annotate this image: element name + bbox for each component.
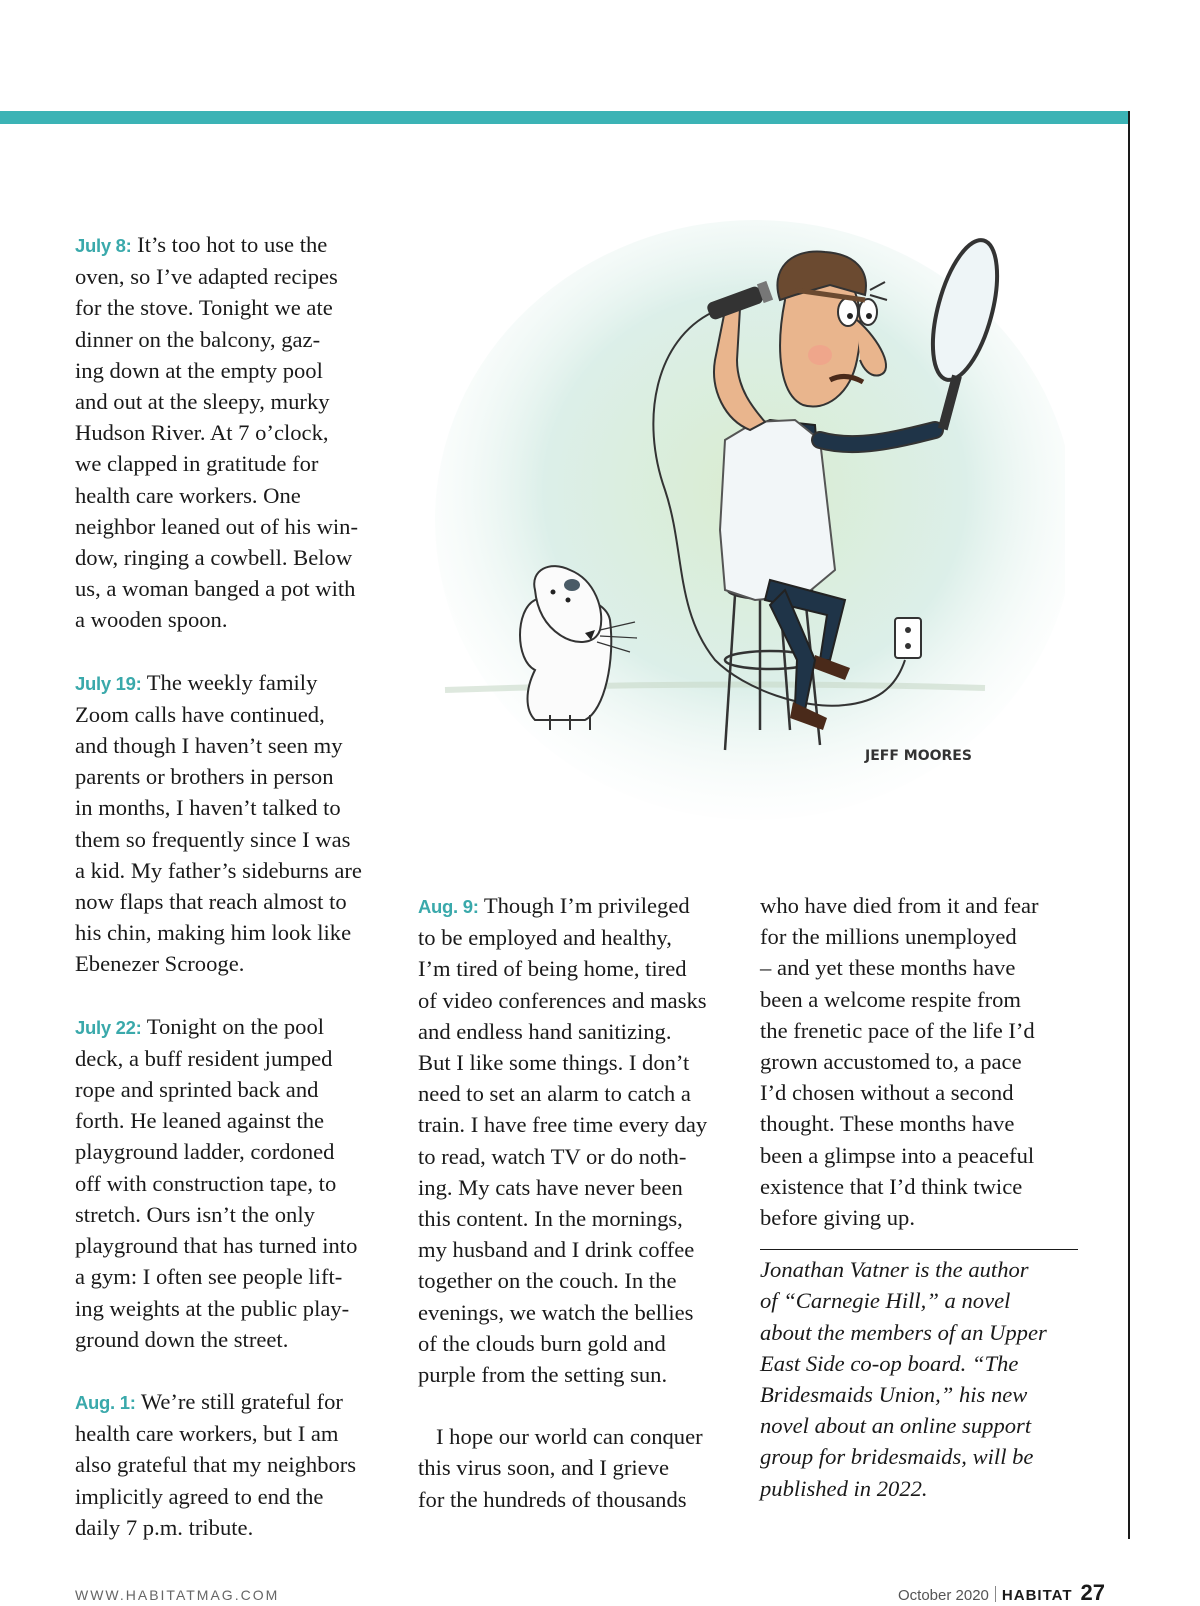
bio-line: novel about an online support: [760, 1413, 1032, 1439]
line-text: this content. In the mornings,: [418, 1206, 683, 1232]
line-text: Zoom calls have continued,: [75, 701, 325, 727]
text-line: [418, 1265, 738, 1296]
line-text: oven, so I’ve adapted recipes: [75, 264, 338, 290]
text-line: [418, 953, 738, 984]
text-line: [75, 1136, 405, 1167]
line-text: now flaps that reach almost to: [75, 889, 347, 915]
line-text: playground ladder, cordoned: [75, 1139, 335, 1165]
column-1: [75, 229, 405, 1543]
text-line: [75, 355, 405, 386]
paragraph-date-lead: Aug. 9:: [418, 896, 479, 917]
bio-line: Bridesmaids Union,” his new: [760, 1382, 1028, 1408]
line-text: grown accustomed to, a pace: [760, 1049, 1022, 1075]
text-line: [418, 1328, 738, 1359]
line-text: ing weights at the public play-: [75, 1295, 350, 1321]
line-text: train. I have free time every day: [418, 1112, 708, 1138]
text-line: [760, 890, 1090, 921]
paragraph: [760, 890, 1090, 1233]
line-text: need to set an alarm to catch a: [418, 1081, 691, 1107]
text-line: [75, 1011, 405, 1043]
paragraph-date-lead: July 22:: [75, 1016, 142, 1038]
text-line: [75, 948, 405, 979]
text-line: [760, 1015, 1090, 1046]
text-line: [75, 417, 405, 448]
header-accent-bar: [0, 111, 1130, 124]
paragraph-date-lead: July 19:: [75, 672, 142, 694]
line-text: and though I haven’t seen my: [75, 733, 343, 759]
text-line: [75, 917, 405, 948]
line-text: ground down the street.: [75, 1326, 289, 1352]
column-2: [418, 890, 738, 1515]
text-line: [760, 1202, 1090, 1233]
text-line: [75, 604, 405, 635]
line-text: Ebenezer Scrooge.: [75, 951, 245, 977]
line-text: existence that I’d think twice: [760, 1173, 1023, 1199]
line-text: parents or brothers in person: [75, 764, 334, 790]
text-line: this virus soon, and I grieve: [418, 1455, 670, 1481]
column-3: [760, 890, 1090, 1504]
line-text: deck, a buff resident jumped: [75, 1045, 333, 1071]
line-text: Tonight on the pool: [141, 1013, 325, 1039]
paragraph-date-lead: July 8:: [75, 235, 132, 256]
line-text: neighbor leaned out of his win-: [75, 513, 358, 539]
text-line: [75, 324, 405, 355]
text-line: [75, 1074, 405, 1105]
right-margin-rule: [1128, 111, 1130, 1539]
line-text: thought. These months have: [760, 1111, 1015, 1137]
text-line: [760, 984, 1090, 1015]
text-line: [418, 1078, 738, 1109]
line-text: in months, I haven’t talked to: [75, 795, 341, 821]
line-text: a wooden spoon.: [75, 607, 228, 633]
footer-issue: October 2020: [898, 1587, 989, 1604]
text-line: [75, 1386, 405, 1418]
line-text: ing down at the empty pool: [75, 357, 323, 383]
page-number: 27: [1080, 1580, 1105, 1605]
line-text: ing. My cats have never been: [418, 1174, 683, 1200]
line-text: off with construction tape, to: [75, 1170, 337, 1196]
text-line: [75, 1293, 405, 1324]
author-bio-rule: [760, 1249, 1078, 1250]
text-line: [75, 667, 405, 699]
paragraph-date-lead: Aug. 1:: [75, 1391, 136, 1413]
line-text: forth. He leaned against the: [75, 1108, 325, 1134]
text-line: [75, 699, 405, 730]
footer-magazine-name: HABITAT: [1001, 1587, 1073, 1604]
bio-line: published in 2022.: [760, 1475, 928, 1501]
line-text: we clapped in gratitude for: [75, 451, 319, 477]
text-line: [418, 1172, 738, 1203]
line-text: rope and sprinted back and: [75, 1077, 319, 1103]
text-line: [760, 1077, 1090, 1108]
line-text: The weekly family: [141, 669, 318, 695]
footer-website[interactable]: WWW.HABITATMAG.COM: [75, 1587, 280, 1603]
footer-folio: [898, 1580, 1105, 1606]
text-line: [75, 886, 405, 917]
text-line: [418, 1047, 738, 1078]
text-line: [418, 1359, 738, 1390]
bio-line: of “Carnegie Hill,” a novel: [760, 1288, 1011, 1314]
text-line: [418, 985, 738, 1016]
text-line: [760, 1171, 1090, 1202]
text-line: I hope our world can conquer: [436, 1424, 703, 1450]
line-text: health care workers. One: [75, 482, 301, 508]
text-line: [75, 1199, 405, 1230]
text-line: [75, 730, 405, 761]
line-text: us, a woman banged a pot with: [75, 576, 356, 602]
text-line: [75, 1324, 405, 1355]
line-text: the frenetic pace of the life I’d: [760, 1017, 1035, 1043]
line-text: – and yet these months have: [760, 955, 1016, 981]
line-text: evenings, we watch the bellies: [418, 1299, 694, 1325]
line-text: It’s too hot to use the: [131, 232, 328, 257]
text-line: [418, 1297, 738, 1328]
line-text: implicitly agreed to end the: [75, 1483, 324, 1509]
text-line: [760, 1108, 1090, 1139]
text-line: [418, 1203, 738, 1234]
text-line: [760, 1140, 1090, 1171]
line-text: We’re still grateful for: [135, 1388, 343, 1414]
line-text: for the millions unemployed: [760, 924, 1017, 950]
wall-outlet-icon: [895, 618, 921, 658]
text-line: [75, 1105, 405, 1136]
line-text: a kid. My father’s sideburns are: [75, 857, 362, 883]
line-text: health care workers, but I am: [75, 1421, 339, 1447]
paragraph: [75, 667, 405, 980]
text-line: [418, 1141, 738, 1172]
text-line: [75, 542, 405, 573]
text-line: [75, 792, 405, 823]
text-line: [75, 1481, 405, 1512]
line-text: together on the couch. In the: [418, 1268, 677, 1294]
text-line: [75, 261, 405, 292]
text-line: [418, 890, 738, 922]
text-line: [75, 824, 405, 855]
line-text: stretch. Ours isn’t the only: [75, 1201, 315, 1227]
text-line: [75, 1512, 405, 1543]
text-line: [75, 1168, 405, 1199]
haircut-cartoon-illustration: [425, 190, 1065, 830]
text-line: [75, 480, 405, 511]
text-line: [760, 952, 1090, 983]
paragraph: [418, 1421, 738, 1515]
line-text: a gym: I often see people lift-: [75, 1264, 343, 1290]
text-line: [418, 1234, 738, 1265]
text-line: [760, 921, 1090, 952]
bio-line: East Side co-op board. “The: [760, 1350, 1019, 1376]
line-text: dow, ringing a cowbell. Below: [75, 545, 353, 571]
text-line: [760, 1046, 1090, 1077]
line-text: also grateful that my neighbors: [75, 1452, 357, 1478]
paragraph: [75, 1011, 405, 1355]
paragraph: [418, 890, 738, 1390]
text-line: [75, 1043, 405, 1074]
paragraph: [75, 229, 405, 636]
line-text: of video conferences and masks: [418, 987, 707, 1013]
text-line: [75, 511, 405, 542]
line-text: Though I’m privileged: [478, 893, 690, 918]
text-line: [75, 292, 405, 323]
footer-separator: [995, 1586, 996, 1602]
text-line: [75, 1449, 405, 1480]
line-text: to read, watch TV or do noth-: [418, 1143, 687, 1169]
text-line: [75, 1418, 405, 1449]
text-line: for the hundreds of thousands: [418, 1486, 687, 1512]
text-line: [75, 855, 405, 886]
bio-line: about the members of an Upper: [760, 1319, 1047, 1345]
text-line: [418, 1016, 738, 1047]
line-text: been a glimpse into a peaceful: [760, 1142, 1035, 1168]
line-text: But I like some things. I don’t: [418, 1050, 690, 1076]
text-line: [75, 573, 405, 604]
line-text: Hudson River. At 7 o’clock,: [75, 420, 329, 446]
line-text: who have died from it and fear: [760, 893, 1039, 918]
text-line: [75, 1261, 405, 1292]
line-text: my husband and I drink coffee: [418, 1237, 695, 1263]
line-text: dinner on the balcony, gaz-: [75, 326, 321, 352]
paragraph: [75, 1386, 405, 1543]
text-line: [418, 922, 738, 953]
line-text: his chin, making him look like: [75, 920, 352, 946]
text-line: [75, 1230, 405, 1261]
illustrator-signature: JEFF MOORES: [865, 748, 972, 764]
line-text: of the clouds burn gold and: [418, 1330, 666, 1356]
text-line: [75, 448, 405, 479]
line-text: before giving up.: [760, 1205, 915, 1231]
line-text: and endless hand sanitizing.: [418, 1018, 672, 1044]
line-text: I’m tired of being home, tired: [418, 956, 687, 982]
bio-line: Jonathan Vatner is the author: [760, 1257, 1029, 1283]
line-text: to be employed and healthy,: [418, 925, 672, 951]
line-text: playground that has turned into: [75, 1233, 358, 1259]
line-text: daily 7 p.m. tribute.: [75, 1514, 254, 1540]
line-text: I’d chosen without a second: [760, 1080, 1014, 1106]
text-line: [75, 386, 405, 417]
line-text: been a welcome respite from: [760, 986, 1021, 1012]
bio-line: group for bridesmaids, will be: [760, 1444, 1034, 1470]
text-line: [75, 761, 405, 792]
line-text: them so frequently since I was: [75, 826, 351, 852]
line-text: and out at the sleepy, murky: [75, 389, 330, 415]
text-line: [418, 1109, 738, 1140]
line-text: purple from the setting sun.: [418, 1362, 668, 1388]
line-text: for the stove. Tonight we ate: [75, 295, 333, 321]
text-line: [75, 229, 405, 261]
author-bio: [760, 1254, 1090, 1504]
